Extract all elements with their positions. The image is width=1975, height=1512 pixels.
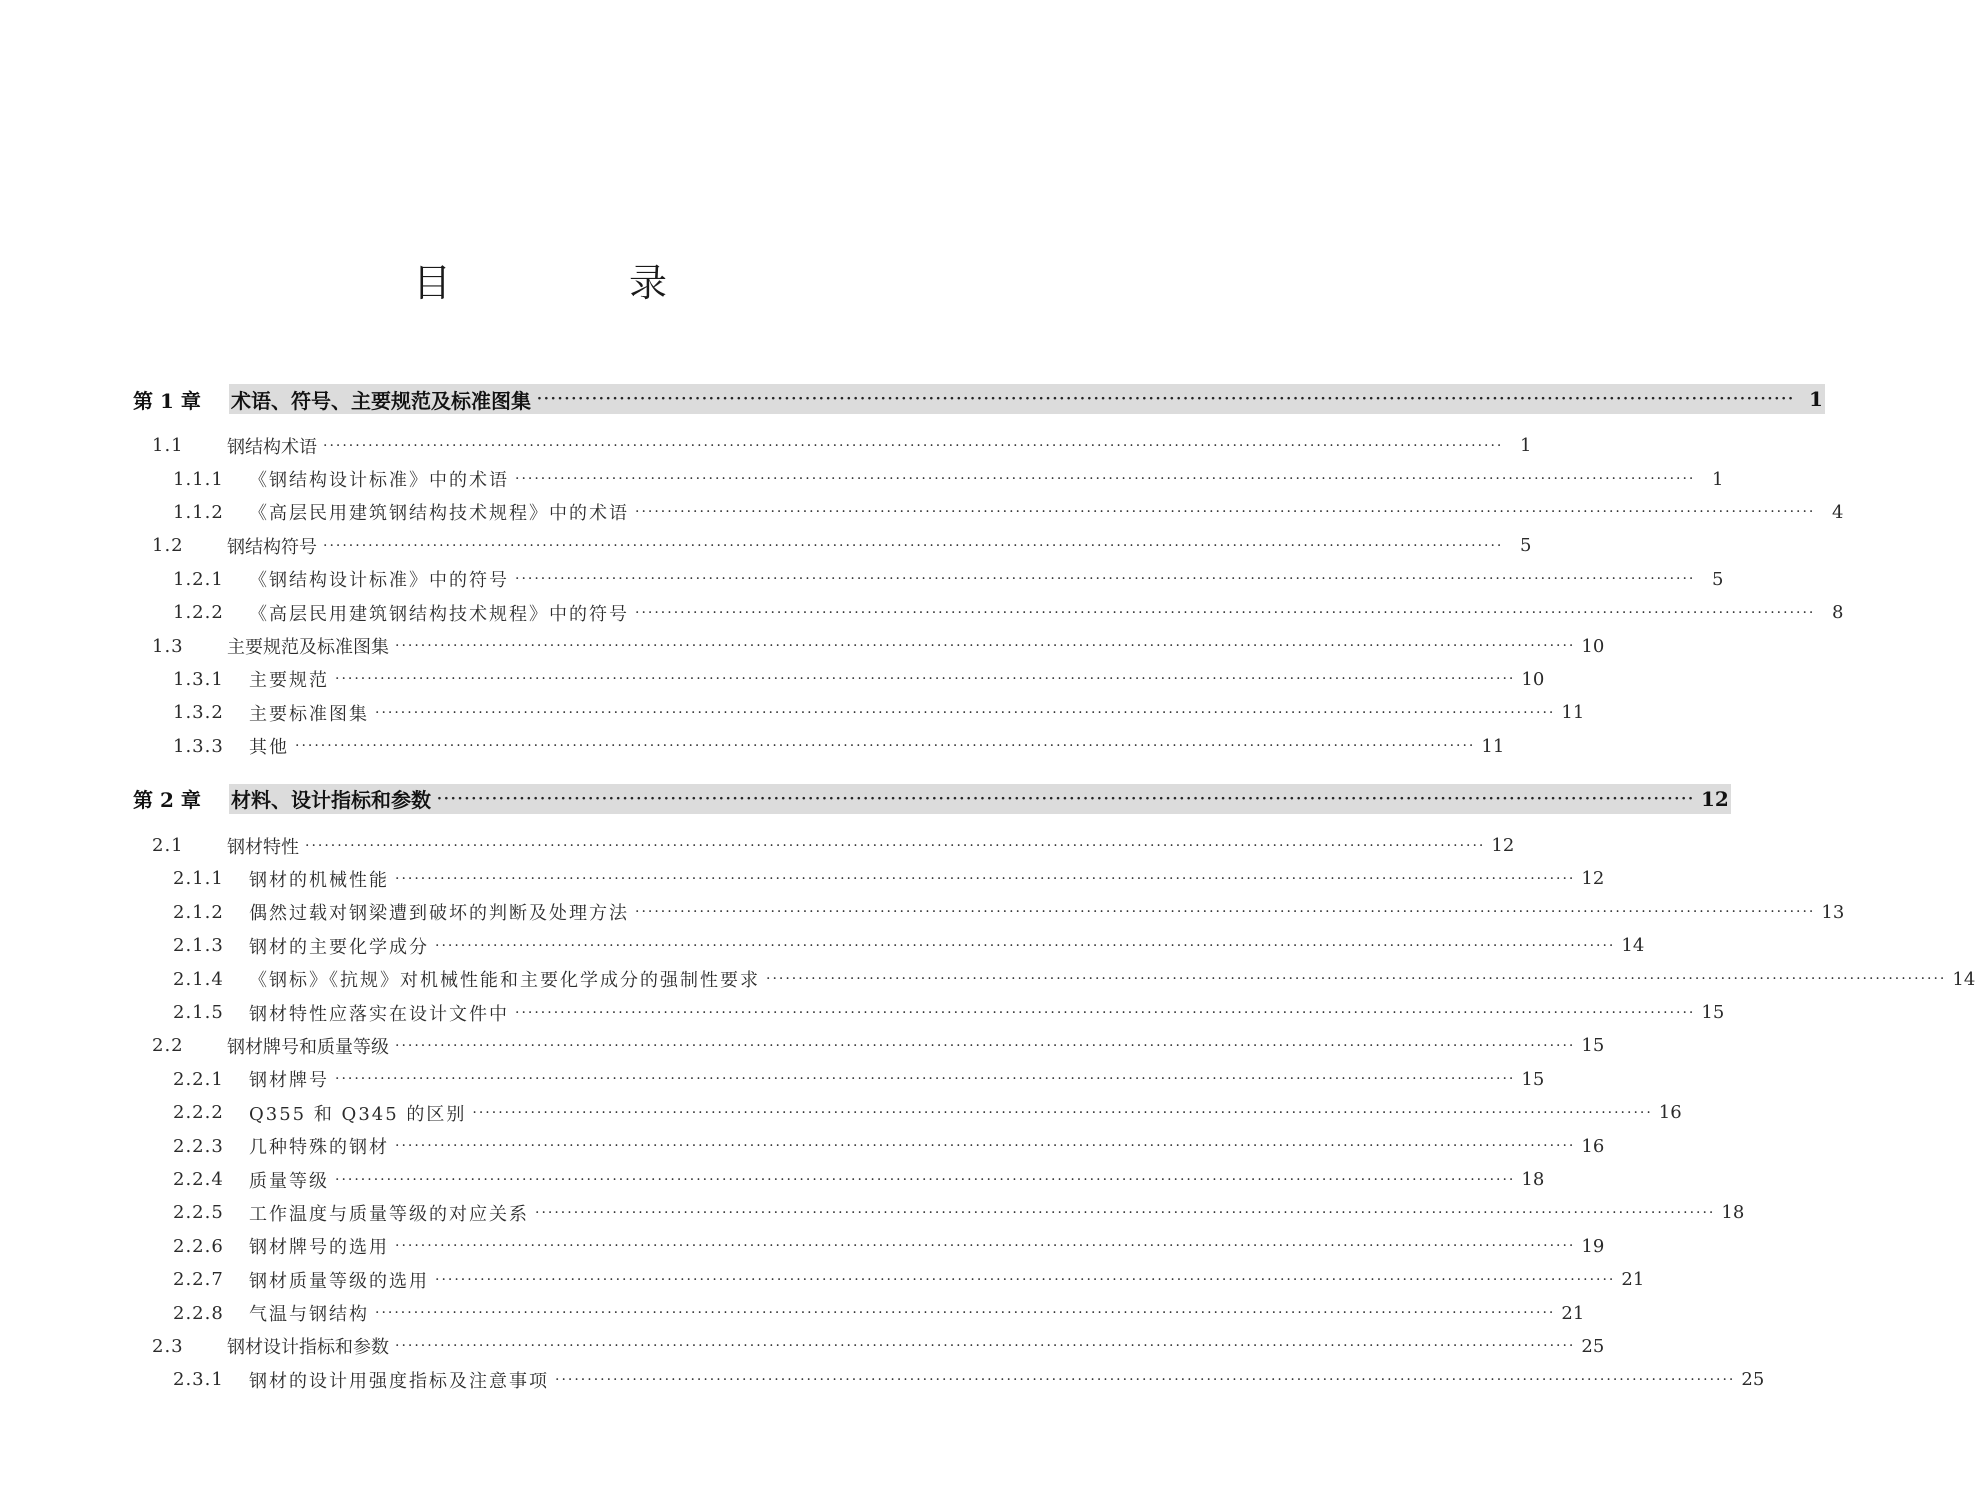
toc-subsection-entry[interactable] bbox=[130, 1363, 1765, 1396]
leader-dots bbox=[515, 1005, 1695, 1021]
subsection-page-number: 15 bbox=[1701, 1002, 1725, 1024]
toc-subsection-entry[interactable] bbox=[130, 1296, 1585, 1329]
chapter-highlight-band bbox=[229, 384, 1825, 414]
page-title: 目 录 bbox=[412, 261, 737, 305]
subsection-title: 其他 bbox=[249, 737, 289, 759]
subsection-number: 1.2.1 bbox=[173, 568, 224, 590]
subsection-number: 1.3.1 bbox=[173, 668, 224, 690]
subsection-title: 钢材质量等级的选用 bbox=[249, 1270, 429, 1292]
leader-dots bbox=[437, 791, 1695, 807]
leader-dots bbox=[635, 605, 1815, 621]
subsection-title: 《高层民用建筑钢结构技术规程》中的符号 bbox=[249, 603, 629, 625]
leader-dots bbox=[323, 538, 1503, 554]
subsection-number: 2.1.5 bbox=[173, 1002, 224, 1024]
subsection-title: 钢材特性应落实在设计文件中 bbox=[249, 1003, 509, 1025]
toc-section-entry[interactable] bbox=[130, 1029, 1605, 1062]
subsection-page-number: 16 bbox=[1581, 1135, 1605, 1157]
subsection-page-number: 1 bbox=[1711, 468, 1724, 490]
subsection-title: 《高层民用建筑钢结构技术规程》中的术语 bbox=[249, 503, 629, 525]
subsection-page-number: 25 bbox=[1741, 1369, 1765, 1391]
leader-dots bbox=[635, 904, 1815, 920]
toc-subsection-entry[interactable] bbox=[130, 1263, 1645, 1296]
section-page-number: 12 bbox=[1491, 835, 1515, 857]
toc-subsection-entry[interactable] bbox=[130, 730, 1505, 763]
subsection-number: 2.1.4 bbox=[173, 968, 224, 990]
subsection-page-number: 21 bbox=[1621, 1269, 1645, 1291]
leader-dots bbox=[766, 971, 1946, 987]
section-page-number: 1 bbox=[1519, 435, 1532, 457]
subsection-number: 2.1.2 bbox=[173, 901, 224, 923]
chapter-title: 术语、符号、主要规范及标准图集 bbox=[231, 388, 531, 413]
subsection-number: 1.3.3 bbox=[173, 735, 224, 757]
subsection-page-number: 18 bbox=[1721, 1202, 1745, 1224]
leader-dots bbox=[515, 571, 1695, 587]
toc-subsection-entry[interactable] bbox=[130, 1129, 1605, 1162]
subsection-page-number: 5 bbox=[1711, 568, 1724, 590]
leader-dots bbox=[395, 1238, 1575, 1254]
section-number: 1.1 bbox=[152, 435, 184, 457]
subsection-page-number: 14 bbox=[1621, 935, 1645, 957]
leader-dots bbox=[335, 1071, 1515, 1087]
subsection-number: 2.2.3 bbox=[173, 1135, 224, 1157]
section-number: 2.1 bbox=[152, 835, 184, 857]
toc-section-entry[interactable] bbox=[130, 529, 1532, 562]
subsection-page-number: 21 bbox=[1561, 1302, 1585, 1324]
leader-dots bbox=[305, 838, 1485, 854]
leader-dots bbox=[635, 504, 1815, 520]
chapter-title: 材料、设计指标和参数 bbox=[231, 788, 431, 813]
toc-subsection-entry[interactable] bbox=[130, 962, 1975, 995]
subsection-title: 《钢结构设计标准》中的术语 bbox=[249, 470, 509, 492]
toc-section-entry[interactable] bbox=[130, 1330, 1605, 1363]
subsection-number: 1.3.2 bbox=[173, 702, 224, 724]
subsection-number: 2.3.1 bbox=[173, 1369, 224, 1391]
leader-dots bbox=[435, 938, 1615, 954]
leader-dots bbox=[295, 738, 1475, 754]
leader-dots bbox=[515, 471, 1695, 487]
subsection-number: 2.2.8 bbox=[173, 1302, 224, 1324]
section-title: 钢材特性 bbox=[227, 836, 299, 858]
subsection-title: 《钢标》《抗规》对机械性能和主要化学成分的强制性要求 bbox=[249, 970, 760, 992]
leader-dots bbox=[395, 638, 1575, 654]
subsection-page-number: 8 bbox=[1831, 602, 1844, 624]
subsection-title: 钢材的机械性能 bbox=[249, 869, 389, 891]
subsection-number: 2.2.4 bbox=[173, 1169, 224, 1190]
section-number: 1.2 bbox=[152, 535, 184, 557]
section-number: 2.3 bbox=[152, 1335, 184, 1357]
subsection-number: 2.2.6 bbox=[173, 1235, 224, 1257]
chapter-number: 第 1 章 bbox=[133, 388, 201, 413]
subsection-number: 2.2.7 bbox=[173, 1269, 224, 1291]
leader-dots bbox=[323, 438, 1503, 454]
toc-subsection-entry[interactable] bbox=[130, 596, 1844, 629]
chapter-spacer bbox=[130, 763, 957, 779]
leader-dots bbox=[335, 1172, 1515, 1188]
subsection-number: 2.2.1 bbox=[173, 1068, 224, 1090]
toc-subsection-entry[interactable] bbox=[130, 563, 1724, 596]
toc-subsection-entry[interactable] bbox=[130, 462, 1724, 495]
subsection-page-number: 15 bbox=[1521, 1068, 1545, 1090]
section-page-number: 15 bbox=[1581, 1035, 1605, 1057]
toc-section-entry[interactable] bbox=[130, 629, 1605, 662]
section-title: 主要规范及标准图集 bbox=[227, 637, 389, 659]
section-number: 2.2 bbox=[152, 1035, 184, 1057]
leader-dots bbox=[335, 671, 1515, 687]
subsection-title: 气温与钢结构 bbox=[249, 1304, 369, 1326]
toc-subsection-entry[interactable] bbox=[130, 663, 1545, 696]
subsection-number: 2.2.2 bbox=[173, 1102, 224, 1124]
toc-subsection-entry[interactable] bbox=[130, 1163, 1545, 1196]
subsection-title: 几种特殊的钢材 bbox=[249, 1137, 389, 1159]
subsection-title: 钢材牌号的选用 bbox=[249, 1237, 389, 1259]
leader-dots bbox=[472, 1105, 1652, 1121]
subsection-number: 2.1.3 bbox=[173, 935, 224, 957]
leader-dots bbox=[395, 1038, 1575, 1054]
subsection-title: Q355 和 Q345 的区别 bbox=[249, 1103, 467, 1125]
subsection-title: 主要标准图集 bbox=[249, 703, 369, 725]
subsection-number: 1.1.1 bbox=[173, 468, 224, 490]
section-page-number: 5 bbox=[1519, 535, 1532, 557]
subsection-number: 1.1.2 bbox=[173, 501, 224, 523]
subsection-page-number: 18 bbox=[1521, 1169, 1545, 1190]
subsection-title: 主要规范 bbox=[249, 670, 329, 692]
subsection-title: 钢材牌号 bbox=[249, 1070, 329, 1092]
subsection-page-number: 14 bbox=[1952, 968, 1975, 990]
toc-chapter-entry[interactable] bbox=[130, 379, 1823, 419]
subsection-title: 工作温度与质量等级的对应关系 bbox=[249, 1203, 529, 1225]
subsection-title: 钢材的主要化学成分 bbox=[249, 936, 429, 958]
subsection-page-number: 19 bbox=[1581, 1235, 1605, 1257]
section-page-number: 10 bbox=[1581, 635, 1605, 657]
section-title: 钢结构术语 bbox=[227, 436, 317, 458]
subsection-page-number: 13 bbox=[1821, 901, 1845, 923]
subsection-title: 《钢结构设计标准》中的符号 bbox=[249, 570, 509, 592]
table-of-contents bbox=[130, 379, 1975, 1397]
section-page-number: 25 bbox=[1581, 1335, 1605, 1357]
section-title: 钢结构符号 bbox=[227, 536, 317, 558]
leader-dots bbox=[375, 1305, 1555, 1321]
section-title: 钢材牌号和质量等级 bbox=[227, 1036, 389, 1058]
leader-dots bbox=[537, 391, 1795, 407]
chapter-highlight-band bbox=[229, 784, 1731, 814]
subsection-page-number: 11 bbox=[1481, 735, 1505, 757]
toc-subsection-entry[interactable] bbox=[130, 1230, 1605, 1263]
toc-subsection-entry[interactable] bbox=[130, 1063, 1545, 1096]
chapter-number: 第 2 章 bbox=[133, 788, 201, 813]
chapter-page-number: 12 bbox=[1700, 786, 1729, 811]
toc-subsection-entry[interactable] bbox=[130, 696, 1585, 729]
subsection-page-number: 11 bbox=[1561, 702, 1585, 724]
subsection-number: 1.2.2 bbox=[173, 602, 224, 624]
leader-dots bbox=[535, 1205, 1715, 1221]
toc-subsection-entry[interactable] bbox=[130, 996, 1725, 1029]
toc-subsection-entry[interactable] bbox=[130, 1096, 1682, 1129]
leader-dots bbox=[435, 1272, 1615, 1288]
subsection-title: 钢材的设计用强度指标及注意事项 bbox=[249, 1370, 549, 1392]
toc-subsection-entry[interactable] bbox=[130, 896, 1845, 929]
leader-dots bbox=[555, 1372, 1735, 1388]
toc-subsection-entry[interactable] bbox=[130, 1196, 1745, 1229]
toc-subsection-entry[interactable] bbox=[130, 929, 1645, 962]
toc-subsection-entry[interactable] bbox=[130, 862, 1605, 895]
subsection-page-number: 10 bbox=[1521, 668, 1545, 690]
leader-dots bbox=[375, 705, 1555, 721]
subsection-number: 2.1.1 bbox=[173, 868, 224, 890]
leader-dots bbox=[395, 1338, 1575, 1354]
section-title: 钢材设计指标和参数 bbox=[227, 1337, 389, 1359]
leader-dots bbox=[395, 871, 1575, 887]
subsection-title: 偶然过载对钢梁遭到破坏的判断及处理方法 bbox=[249, 903, 629, 925]
subsection-number: 2.2.5 bbox=[173, 1202, 224, 1224]
toc-subsection-entry[interactable] bbox=[130, 496, 1844, 529]
subsection-page-number: 16 bbox=[1658, 1102, 1682, 1124]
section-number: 1.3 bbox=[152, 635, 184, 657]
subsection-page-number: 4 bbox=[1831, 501, 1844, 523]
chapter-page-number: 1 bbox=[1809, 387, 1823, 411]
toc-section-entry[interactable] bbox=[130, 829, 1515, 862]
leader-dots bbox=[395, 1138, 1575, 1154]
toc-section-entry[interactable] bbox=[130, 429, 1532, 462]
subsection-title: 质量等级 bbox=[249, 1170, 329, 1192]
subsection-page-number: 12 bbox=[1581, 868, 1605, 890]
toc-chapter-entry[interactable] bbox=[130, 779, 1729, 819]
